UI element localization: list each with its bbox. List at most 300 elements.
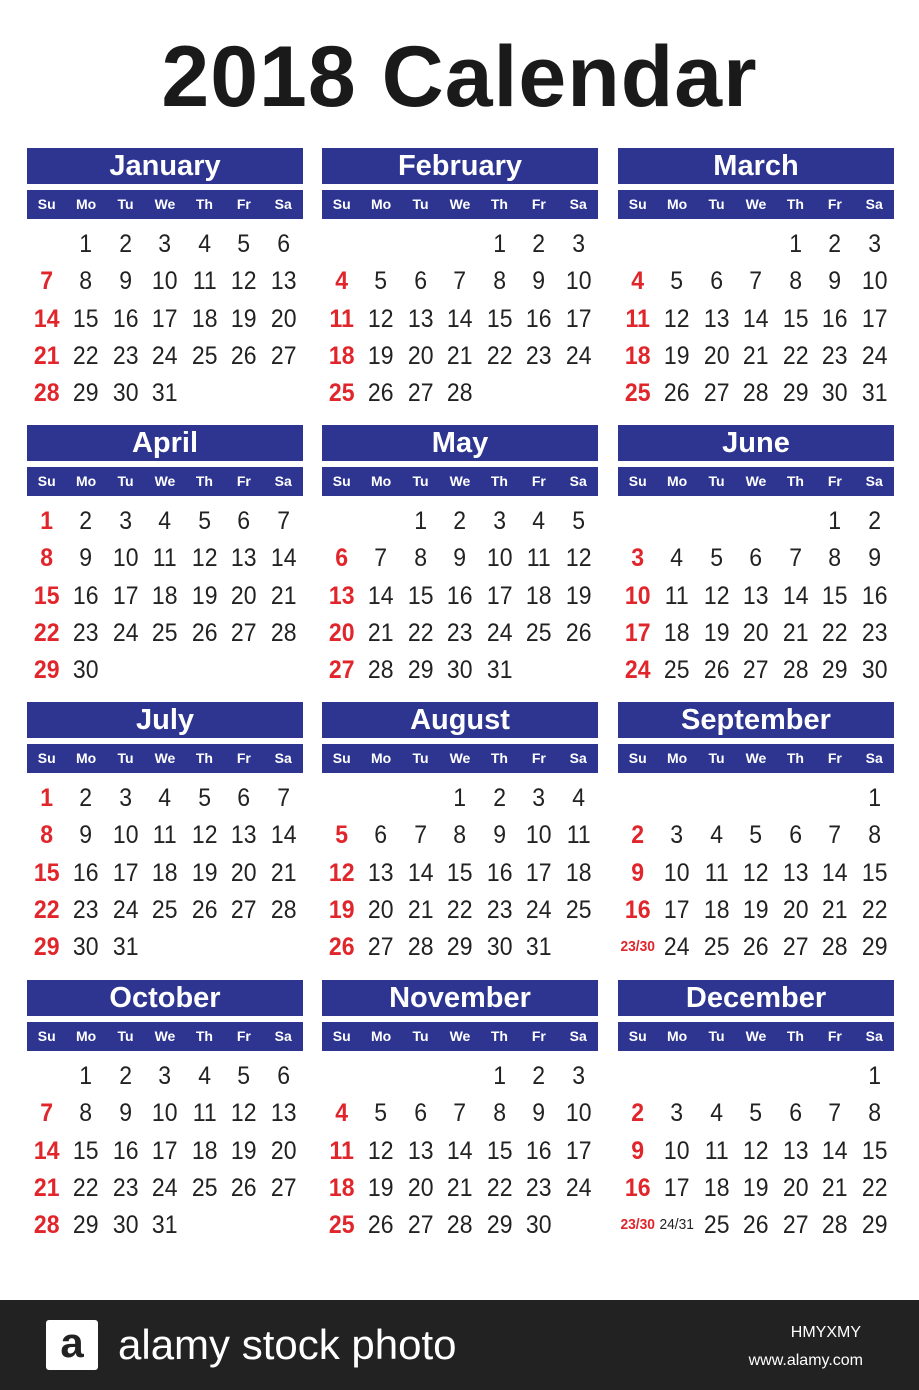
- day-cell: [324, 503, 360, 539]
- day-cell: 14: [270, 544, 297, 572]
- weekday-label: Fr: [531, 750, 546, 766]
- day-cell: 6: [237, 507, 251, 535]
- day-cell: 26: [231, 342, 257, 370]
- day-cell: 31: [152, 379, 178, 407]
- day-cell: 1: [492, 230, 506, 258]
- week-row: [27, 615, 303, 651]
- weekday-label: Th: [490, 196, 508, 212]
- day-cell: 17: [664, 1174, 690, 1202]
- weekday-label: Fr: [827, 750, 842, 766]
- weekday-label: We: [745, 750, 767, 766]
- day-cell: 30: [112, 379, 139, 407]
- day-cell: 19: [191, 859, 218, 887]
- day-cell: 5: [374, 267, 388, 295]
- day-cell: 15: [447, 859, 473, 887]
- day-cell: 2: [79, 784, 93, 812]
- day-cell: 7: [40, 1099, 54, 1127]
- day-cell: 23: [526, 1174, 552, 1202]
- weekday-label: Mo: [76, 473, 97, 489]
- week-row: [618, 338, 894, 374]
- day-cell: 13: [231, 544, 257, 572]
- weekday-label: Fr: [236, 750, 251, 766]
- month-name: August: [322, 702, 598, 738]
- day-cell: [777, 503, 813, 539]
- day-cell: 1: [453, 784, 467, 812]
- day-cell: 17: [565, 1137, 592, 1165]
- weekday-label: Sa: [569, 750, 587, 766]
- day-cell: 20: [368, 896, 394, 924]
- day-cell: 1: [492, 1062, 506, 1090]
- day-cell: 12: [231, 267, 257, 295]
- day-cell: 7: [276, 784, 290, 812]
- day-cell: 2: [453, 507, 467, 535]
- week-row: [322, 1133, 598, 1169]
- day-cell: 13: [231, 821, 257, 849]
- day-cell: 5: [749, 1099, 763, 1127]
- day-cell: 3: [158, 1062, 172, 1090]
- day-cell: 19: [703, 619, 730, 647]
- day-cell: 12: [191, 544, 218, 572]
- day-cell: 25: [191, 342, 218, 370]
- day-cell: [363, 1058, 399, 1094]
- day-cell: 27: [328, 656, 355, 684]
- day-cell: 8: [788, 267, 802, 295]
- day-cell: [521, 375, 557, 411]
- day-cell: 25: [328, 379, 355, 407]
- day-cell: [481, 375, 517, 411]
- week-row: [27, 503, 303, 539]
- day-cell: 24: [861, 342, 888, 370]
- day-cell: [265, 652, 301, 688]
- day-cell: 30: [861, 656, 888, 684]
- week-row: [618, 503, 894, 539]
- week-row: [27, 1133, 303, 1169]
- day-cell: [186, 1207, 222, 1243]
- month-december: [618, 980, 894, 1250]
- day-cell: 29: [73, 379, 99, 407]
- weekday-label: Tu: [708, 1028, 725, 1044]
- day-cell: 12: [664, 305, 690, 333]
- week-row: [322, 301, 598, 337]
- day-cell: 15: [73, 1137, 99, 1165]
- day-cell: [521, 652, 557, 688]
- day-cell: 23: [861, 619, 888, 647]
- month-name: September: [618, 702, 894, 738]
- day-cell: 1: [788, 230, 802, 258]
- day-cell: 27: [782, 933, 809, 961]
- day-cell: 11: [329, 1137, 354, 1165]
- day-cell: [659, 226, 695, 262]
- week-row: [618, 263, 894, 299]
- day-cell: 10: [112, 821, 139, 849]
- week-row: [322, 817, 598, 853]
- month-name: January: [27, 148, 303, 184]
- day-cell: 4: [571, 784, 585, 812]
- day-cell: 23/30: [620, 938, 655, 955]
- week-row: [27, 1058, 303, 1094]
- day-cell: 13: [270, 1099, 297, 1127]
- day-cell: 16: [861, 582, 888, 610]
- weekday-label: Sa: [865, 1028, 883, 1044]
- day-cell: 13: [782, 859, 809, 887]
- day-cell: 19: [191, 582, 218, 610]
- day-cell: 23: [486, 896, 513, 924]
- day-cell: [402, 1058, 438, 1094]
- day-cell: 28: [743, 379, 769, 407]
- day-cell: 19: [368, 1174, 394, 1202]
- day-cell: 1: [79, 230, 93, 258]
- day-cell: [324, 780, 360, 816]
- weekday-label: Tu: [117, 473, 134, 489]
- day-cell: 22: [33, 619, 60, 647]
- month-january: [27, 148, 303, 418]
- week-row: [618, 226, 894, 262]
- day-cell: 9: [631, 859, 645, 887]
- weekday-label: Tu: [412, 473, 429, 489]
- day-cell: 16: [526, 1137, 552, 1165]
- day-cell: 16: [822, 305, 848, 333]
- day-cell: 5: [237, 1062, 251, 1090]
- day-cell: 30: [112, 1211, 139, 1239]
- day-cell: 12: [703, 582, 730, 610]
- weekday-header-row: [322, 467, 598, 496]
- day-cell: 4: [158, 507, 172, 535]
- day-cell: 27: [703, 379, 730, 407]
- day-cell: 4: [631, 267, 645, 295]
- day-cell: 22: [407, 619, 434, 647]
- weekday-label: Th: [195, 196, 213, 212]
- day-cell: 13: [368, 859, 394, 887]
- day-cell: 21: [447, 342, 473, 370]
- day-cell: 22: [782, 342, 809, 370]
- week-row: [27, 226, 303, 262]
- day-cell: 28: [822, 933, 848, 961]
- weekday-label: Th: [786, 750, 804, 766]
- week-row: [27, 338, 303, 374]
- day-cell: [147, 652, 183, 688]
- weekday-label: We: [154, 473, 176, 489]
- week-row: [322, 652, 598, 688]
- weekday-label: Tu: [117, 1028, 134, 1044]
- day-cell: 9: [79, 544, 93, 572]
- day-cell: 3: [158, 230, 172, 258]
- weekday-label: Su: [37, 1028, 56, 1044]
- day-cell: 14: [447, 305, 473, 333]
- day-cell: [659, 1058, 695, 1094]
- week-row: [27, 892, 303, 928]
- day-cell: 7: [749, 267, 763, 295]
- week-row: [618, 1207, 894, 1243]
- day-cell: 3: [867, 230, 881, 258]
- day-cell: 17: [664, 896, 690, 924]
- day-cell: [817, 780, 853, 816]
- day-cell: 7: [276, 507, 290, 535]
- day-cell: 18: [152, 582, 178, 610]
- day-cell: 24: [565, 342, 592, 370]
- weekday-label: Mo: [371, 1028, 392, 1044]
- day-cell: 6: [414, 267, 427, 295]
- day-cell: 8: [828, 544, 842, 572]
- day-cell: 15: [407, 582, 434, 610]
- weekday-label: Sa: [865, 473, 883, 489]
- day-cell: 31: [152, 1211, 178, 1239]
- day-cell: 26: [191, 896, 218, 924]
- day-cell: [560, 375, 596, 411]
- weekday-label: We: [745, 196, 767, 212]
- weekday-label: Sa: [274, 473, 292, 489]
- day-cell: 24: [152, 1174, 178, 1202]
- day-cell: 4: [532, 507, 546, 535]
- day-cell: 27: [270, 1174, 297, 1202]
- day-cell: 28: [822, 1211, 848, 1239]
- day-cell: 15: [73, 305, 99, 333]
- weekday-label: Tu: [117, 750, 134, 766]
- day-cell: 17: [486, 582, 513, 610]
- day-cell: 7: [828, 821, 842, 849]
- day-cell: [363, 226, 399, 262]
- day-cell: 19: [231, 1137, 257, 1165]
- weekday-label: Mo: [667, 1028, 688, 1044]
- day-cell: 31: [486, 656, 513, 684]
- weekday-label: Fr: [827, 196, 842, 212]
- weekday-label: We: [154, 750, 176, 766]
- day-cell: 12: [328, 859, 355, 887]
- day-cell: [265, 929, 301, 965]
- day-cell: 9: [119, 267, 132, 295]
- day-cell: 7: [374, 544, 388, 572]
- day-cell: 11: [704, 859, 729, 887]
- day-cell: 5: [237, 230, 251, 258]
- week-row: [27, 263, 303, 299]
- day-cell: 4: [335, 1099, 349, 1127]
- day-cell: 28: [33, 379, 60, 407]
- day-cell: [659, 780, 695, 816]
- day-cell: 14: [822, 1137, 848, 1165]
- weekday-header-row: [618, 467, 894, 496]
- day-cell: 27: [368, 933, 394, 961]
- day-cell: [560, 652, 596, 688]
- footer-url: www.alamy.com: [748, 1352, 863, 1369]
- day-cell: 7: [828, 1099, 842, 1127]
- day-cell: 8: [79, 267, 93, 295]
- day-cell: 15: [486, 1137, 513, 1165]
- day-cell: 25: [152, 896, 178, 924]
- day-cell: 9: [867, 544, 881, 572]
- day-cell: [265, 1207, 301, 1243]
- day-cell: 29: [822, 656, 848, 684]
- day-cell: 9: [532, 1099, 546, 1127]
- day-cell: [738, 1058, 774, 1094]
- day-cell: 24: [112, 619, 139, 647]
- week-row: [322, 780, 598, 816]
- day-cell: 27: [231, 896, 257, 924]
- day-cell: 8: [867, 821, 881, 849]
- weekday-label: Tu: [412, 750, 429, 766]
- day-cell: 2: [492, 784, 506, 812]
- day-cell: 6: [237, 784, 251, 812]
- day-cell: 11: [153, 821, 177, 849]
- day-cell: 14: [368, 582, 394, 610]
- day-cell: [620, 780, 656, 816]
- day-cell: 2: [79, 507, 93, 535]
- month-name: May: [322, 425, 598, 461]
- weekday-header-row: [27, 1022, 303, 1051]
- day-cell: 10: [565, 1099, 592, 1127]
- weekday-label: Su: [332, 473, 351, 489]
- month-november: [322, 980, 598, 1250]
- footer-image-id: HMYXMY: [790, 1324, 861, 1341]
- weekday-label: Th: [195, 1028, 213, 1044]
- day-cell: 18: [328, 342, 355, 370]
- day-cell: 18: [703, 896, 730, 924]
- day-cell: 3: [119, 784, 132, 812]
- weekday-label: We: [449, 1028, 471, 1044]
- month-march: [618, 148, 894, 418]
- day-cell: 16: [447, 582, 473, 610]
- week-row: [27, 652, 303, 688]
- day-cell: 24: [565, 1174, 592, 1202]
- day-cell: [324, 226, 360, 262]
- week-row: [618, 1133, 894, 1169]
- day-cell: 1: [79, 1062, 93, 1090]
- day-cell: 6: [374, 821, 388, 849]
- day-cell: 6: [788, 821, 802, 849]
- day-cell: 4: [710, 821, 723, 849]
- day-cell: 16: [486, 859, 513, 887]
- day-cell: 7: [40, 267, 54, 295]
- day-cell: 1: [867, 784, 881, 812]
- day-cell: 7: [788, 544, 802, 572]
- day-cell: 25: [565, 896, 592, 924]
- week-row: [27, 1207, 303, 1243]
- day-cell: 8: [40, 821, 54, 849]
- week-row: [27, 540, 303, 576]
- footer-brand: alamy stock photo: [118, 1321, 457, 1368]
- day-cell: 29: [861, 1211, 888, 1239]
- day-cell: 20: [782, 896, 809, 924]
- day-cell: 14: [33, 305, 60, 333]
- weekday-label: We: [449, 750, 471, 766]
- day-cell: 16: [624, 896, 651, 924]
- month-name: June: [618, 425, 894, 461]
- day-cell: 13: [270, 267, 297, 295]
- month-october: [27, 980, 303, 1250]
- day-cell: 15: [33, 582, 60, 610]
- day-cell: 6: [276, 1062, 290, 1090]
- day-cell: 1: [414, 507, 427, 535]
- month-june: [618, 425, 894, 695]
- week-row: [322, 615, 598, 651]
- day-cell: 10: [526, 821, 552, 849]
- week-row: [322, 375, 598, 411]
- day-cell: 5: [749, 821, 763, 849]
- day-cell: 17: [624, 619, 651, 647]
- week-row: [618, 615, 894, 651]
- day-cell: 17: [112, 859, 139, 887]
- day-cell: 28: [270, 619, 297, 647]
- day-cell: 29: [73, 1211, 99, 1239]
- weekday-label: Mo: [667, 473, 688, 489]
- day-cell: 22: [73, 1174, 99, 1202]
- day-cell: [107, 652, 143, 688]
- day-cell: 17: [565, 305, 592, 333]
- day-cell: 10: [624, 582, 651, 610]
- day-cell: [226, 375, 262, 411]
- day-cell: 9: [119, 1099, 132, 1127]
- day-cell: 3: [571, 1062, 585, 1090]
- day-cell: 20: [231, 859, 257, 887]
- day-cell: 9: [532, 267, 546, 295]
- day-cell: 9: [828, 267, 842, 295]
- weekday-label: We: [449, 473, 471, 489]
- weekday-label: Sa: [865, 750, 883, 766]
- day-cell: 4: [197, 230, 211, 258]
- day-cell: 24: [112, 896, 139, 924]
- month-august: [322, 702, 598, 972]
- day-cell: 23: [73, 619, 99, 647]
- day-cell: 9: [453, 544, 467, 572]
- day-cell: 10: [486, 544, 513, 572]
- day-cell: 1: [40, 507, 54, 535]
- weekday-label: Th: [195, 473, 213, 489]
- day-cell: 20: [703, 342, 730, 370]
- day-cell: [226, 652, 262, 688]
- week-row: [322, 1207, 598, 1243]
- day-cell: 13: [743, 582, 769, 610]
- day-cell: 12: [368, 305, 394, 333]
- weekday-label: We: [154, 1028, 176, 1044]
- day-cell: 16: [526, 305, 552, 333]
- weekday-label: Fr: [236, 473, 251, 489]
- week-row: [322, 540, 598, 576]
- weekday-label: Th: [786, 473, 804, 489]
- week-row: [618, 1170, 894, 1206]
- day-cell: 18: [191, 305, 218, 333]
- day-cell: 6: [414, 1099, 427, 1127]
- weekday-label: Su: [37, 750, 56, 766]
- day-cell: 22: [822, 619, 848, 647]
- day-cell: 11: [704, 1137, 729, 1165]
- month-name: March: [618, 148, 894, 184]
- day-cell: 14: [743, 305, 769, 333]
- week-row: [322, 578, 598, 614]
- month-name: December: [618, 980, 894, 1016]
- day-cell: 20: [270, 305, 297, 333]
- day-cell: 8: [40, 544, 54, 572]
- weekday-label: Fr: [236, 1028, 251, 1044]
- day-cell: [698, 1058, 734, 1094]
- day-cell: 25: [624, 379, 651, 407]
- month-name: February: [322, 148, 598, 184]
- day-cell: 27: [743, 656, 769, 684]
- month-april: [27, 425, 303, 695]
- weekday-label: Mo: [76, 750, 97, 766]
- weekday-label: Tu: [708, 196, 725, 212]
- day-cell: 2: [119, 230, 132, 258]
- day-cell: [620, 1058, 656, 1094]
- day-cell: 29: [486, 1211, 513, 1239]
- week-row: [618, 652, 894, 688]
- week-row: [618, 375, 894, 411]
- day-cell: 1: [40, 784, 54, 812]
- day-cell: 8: [453, 821, 467, 849]
- weekday-header-row: [618, 190, 894, 219]
- weekday-label: Th: [786, 196, 804, 212]
- month-february: [322, 148, 598, 418]
- day-cell: 25: [152, 619, 178, 647]
- day-cell: 14: [407, 859, 434, 887]
- day-cell: 29: [861, 933, 888, 961]
